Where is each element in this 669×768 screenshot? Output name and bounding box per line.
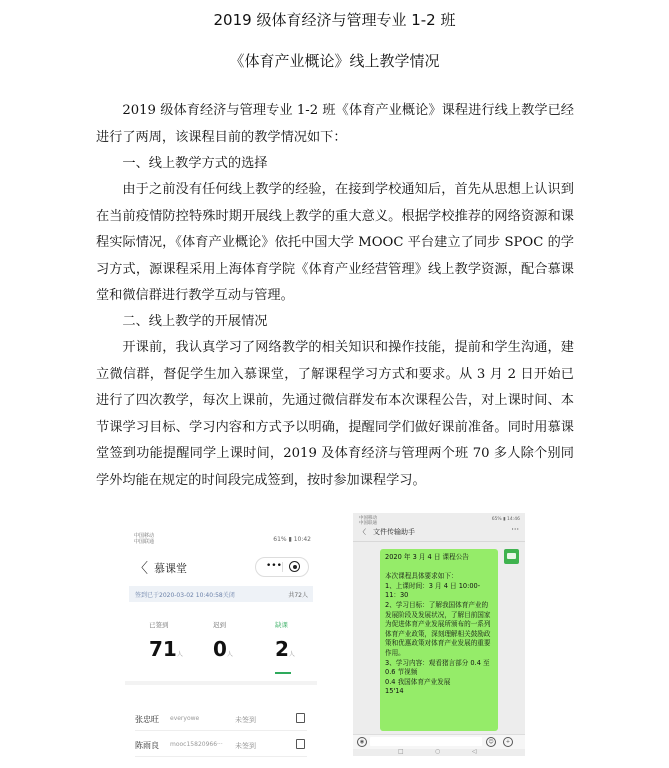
stat-label: 缺课 (275, 621, 288, 629)
checkin-closed-text: 签到已于2020-03-02 10:40:58关闭 (135, 592, 235, 599)
wechat-announcement-screenshot (353, 513, 525, 756)
plus-icon[interactable]: + (503, 737, 513, 747)
section-divider (125, 681, 317, 685)
document-title-line2: 《体育产业概论》线上教学情况 (229, 52, 440, 70)
checkin-info-bar (129, 586, 313, 602)
sender-avatar[interactable] (504, 549, 519, 564)
stat-value: 71 (149, 637, 177, 661)
student-row[interactable] (135, 708, 307, 731)
voice-icon[interactable]: ◉ (357, 737, 367, 747)
chat-title: 文件传输助手 (373, 528, 415, 536)
android-nav-bar (353, 749, 525, 756)
mooc-attendance-screenshot (125, 525, 317, 761)
close-target-icon[interactable] (289, 561, 300, 572)
stat-label: 已签到 (149, 621, 169, 629)
mini-program-capsule[interactable] (255, 557, 309, 577)
status-bar (359, 516, 520, 526)
stat-absent[interactable] (275, 620, 315, 661)
student-row[interactable] (135, 734, 307, 757)
recent-apps-icon[interactable]: □ (398, 748, 404, 755)
nav-title: 慕课堂 (154, 562, 187, 575)
edit-icon[interactable] (296, 739, 305, 749)
student-name: 陈雨良 (135, 741, 159, 750)
nav-bar (134, 557, 309, 577)
stat-value: 2 (275, 637, 289, 661)
message-input[interactable] (370, 737, 482, 746)
capsule-divider (282, 562, 283, 572)
stat-unit: 人 (288, 651, 295, 658)
intro-paragraph: 2019 级体育经济与管理专业 1-2 班《体育产业概论》课程进行线上教学已经进行了两周，该课程目前的教学情况如下： (96, 103, 574, 145)
section1-paragraph: 由于之前没有任何线上教学的经验，在接到学校通知后，首先从思想上认识到在当前疫情防控特殊时期开展线上教学的重大意义。根据学校推荐的网络资源和课程实际情况，《体育产业概论》依托中国大学 MOOC 平台建立了同步 SPOC 的学习方式，源课程采用上海体育学院《体育产业经营管理》线上教学资源，配合慕课堂和微信群进行教学互动与管理。 (96, 182, 574, 303)
announcement-message-bubble[interactable]: 2020 年 3 月 4 日 课程公告 本次课程具体要求如下： 1、上课时间：3 月 4 日 10:00-11：30 2、学习目标：了解我国体育产业的发展阶段及发展状况，了解目前国家为促进体育产业发展所颁布的一系列体育产业政策，深刻理解相关鼓励政策和优惠政策对体育产业发展的重要作用。 3、学习内容：观看猪言部分 0.4 至 0.6 节视频 0.4 我国体育产业发展 15'14 (380, 549, 498, 731)
stat-value: 0 (213, 637, 227, 661)
total-count: 共72人 (288, 592, 308, 599)
stat-unit: 人 (226, 651, 233, 658)
stat-late[interactable] (213, 620, 253, 661)
more-dots-icon[interactable]: ••• (266, 561, 282, 571)
stat-checked-in[interactable] (149, 620, 189, 661)
section-heading-2: 二、线上教学的开展情况 (122, 314, 268, 329)
document-title-line1: 2019 级体育经济与管理专业 1-2 班 (213, 11, 456, 29)
section2-paragraph: 开课前，我认真学习了网络教学的相关知识和操作技能，提前和学生沟通，建立微信群，督促学生加入慕课堂，了解课程学习方式和要求。从 3 月 2 日开始已进行了四次教学，每次上课前，先通过微信群发布本次课程公告，对上课时间、本节课学习目标、学习内容和方式予以明确，提醒同学们做好课前准备。同时用慕课堂签到功能提醒同学上课时间，2019 及体育经济与管理两个班 70 多人除个别同学外均能在规定的时间段完成签到，按时参加课程学习。 (96, 340, 574, 488)
chat-header (359, 527, 519, 539)
more-dots-icon[interactable]: ··· (511, 525, 519, 534)
battery-time: 61% ▮ 10:42 (273, 536, 311, 543)
active-tab-underline (275, 672, 291, 674)
back-triangle-icon[interactable]: ◁ (472, 748, 477, 755)
chat-input-bar (353, 734, 525, 749)
battery-time: 65% ▮ 14:46 (491, 517, 520, 522)
status-bar (134, 531, 311, 547)
edit-icon[interactable] (296, 713, 305, 723)
back-chevron-icon[interactable]: 〈 (359, 528, 366, 536)
student-name: 张忠旺 (135, 715, 159, 724)
student-id: everyowe (170, 715, 200, 722)
stat-unit: 人 (176, 651, 183, 658)
student-id: mooc15820966··· (170, 741, 223, 748)
header-divider (353, 541, 525, 542)
checkin-status: 未签到 (235, 742, 256, 750)
carrier-label: 中国移动 中国联通 (359, 516, 377, 526)
carrier-label: 中国移动 中国联通 (134, 533, 155, 545)
emoji-icon[interactable]: ☺ (486, 737, 496, 747)
checkin-status: 未签到 (235, 716, 256, 724)
section-heading-1: 一、线上教学方式的选择 (122, 156, 268, 171)
back-chevron-icon[interactable]: 〈 (134, 561, 148, 577)
stat-label: 迟到 (213, 621, 226, 629)
attendance-stats (135, 620, 307, 680)
home-icon[interactable]: ○ (435, 748, 441, 755)
